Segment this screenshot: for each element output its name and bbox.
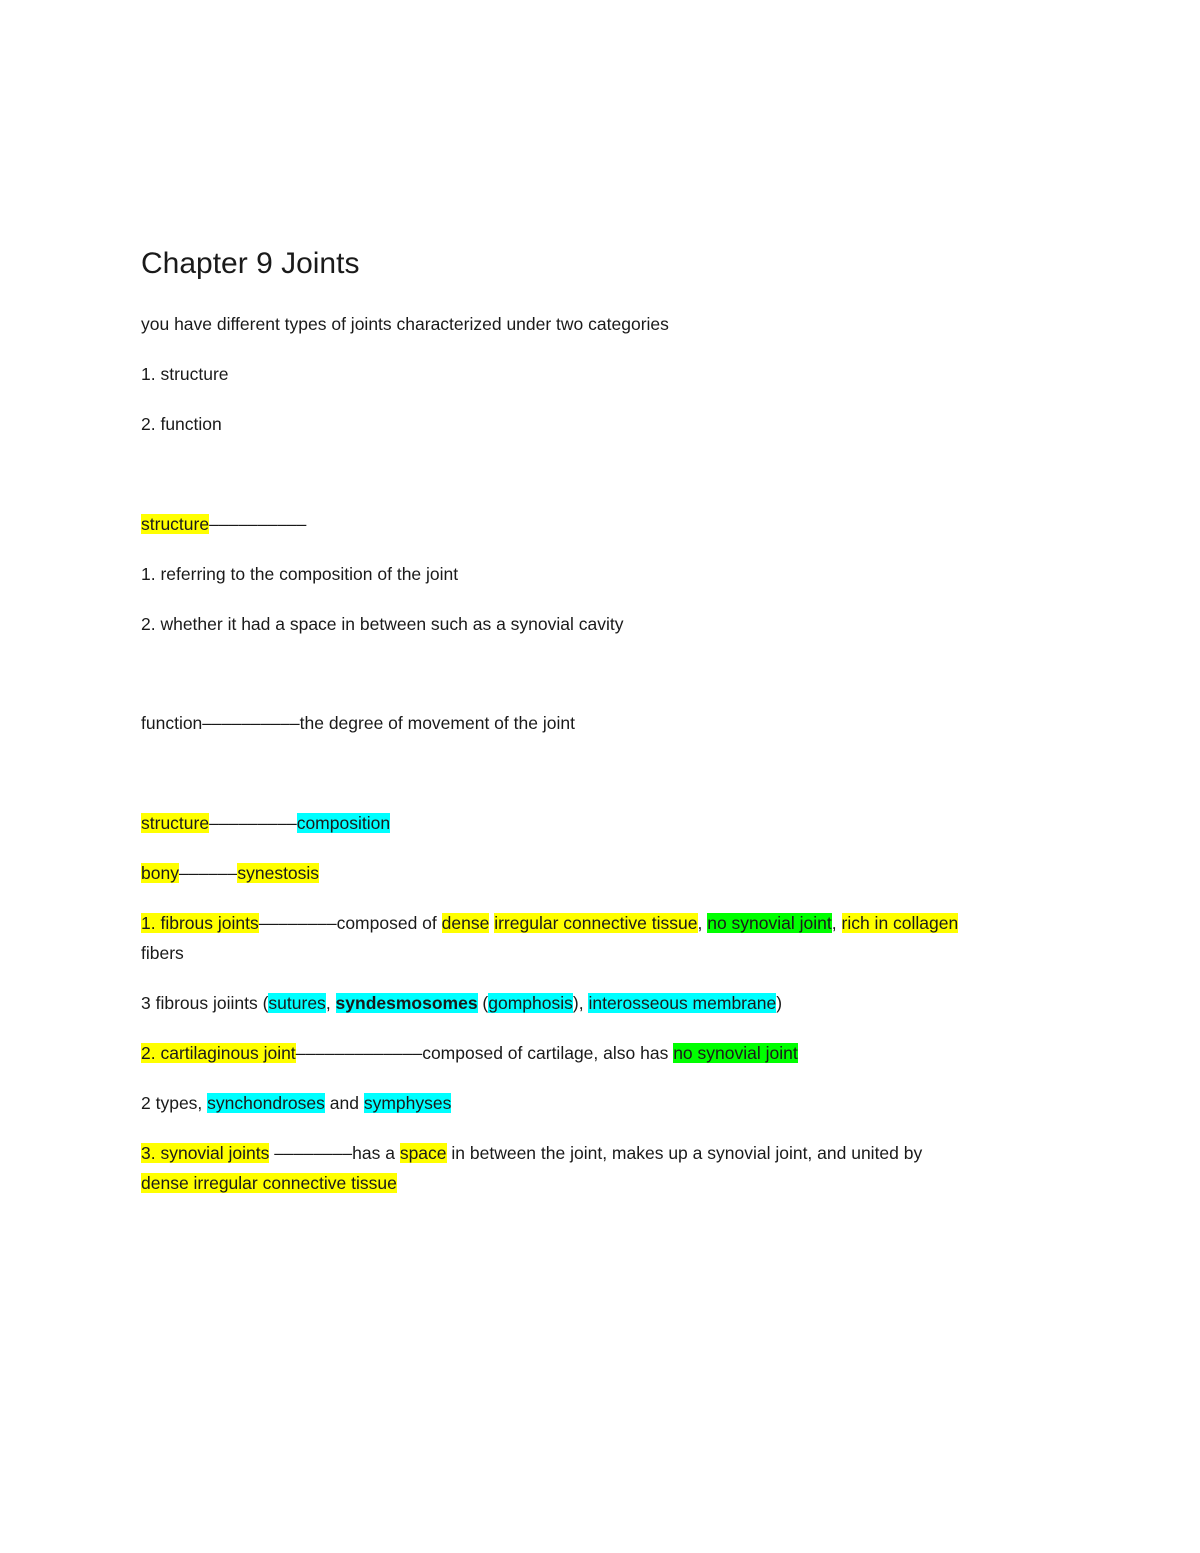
structure-point-1: 1. referring to the composition of the joint [141,564,459,584]
no-synovial-joint-term: no synovial joint [707,913,832,933]
synovial-text-1: has a [352,1143,400,1163]
cartilaginous-no-synovial-term: no synovial joint [673,1043,798,1063]
cartilaginous-types-text: 2 types, [141,1093,208,1113]
dense-term: dense [441,913,490,933]
fibrous-types-separator-3: ), [572,993,589,1013]
structure-point-2: 2. whether it had a space in between such as a synovial cavity [141,614,624,634]
structure-composition-dashes: ––––––––– [209,813,297,833]
cartilaginous-dashes: ––––––––––––– [295,1043,423,1063]
fibrous-types-text: 3 fibrous joiints ( [141,993,269,1013]
fibrous-types-line [141,988,782,1018]
cartilaginous-text: composed of cartilage, also has [422,1043,674,1063]
cartilaginous-label: 2. cartilaginous joint [141,1043,296,1063]
synovial-dashes: –––––––– [269,1143,353,1163]
fibrous-label: 1. fibrous joints [141,913,259,933]
space-term: space [399,1143,447,1163]
syndesmosomes-term: syndesmosomes [335,993,478,1013]
fibrous-types-separator-2: ( [477,993,489,1013]
page-title: Chapter 9 Joints [141,247,360,280]
cartilaginous-types-and: and [324,1093,364,1113]
symphyses-term: symphyses [363,1093,452,1113]
intro-text: you have different types of joints characterized under two categories [141,314,669,334]
bony-line [141,858,319,888]
fibrous-types-separator-1: , [325,993,336,1013]
function-line [141,708,575,738]
irregular-connective-tissue-term: irregular connective tissue [494,913,698,933]
structure-heading-label: structure [141,514,210,534]
cartilaginous-types-line [141,1088,451,1118]
structure-heading-dashes: –––––––––– [209,514,307,534]
interosseous-membrane-term: interosseous membrane [588,993,777,1013]
synchondroses-term: synchondroses [207,1093,325,1113]
fibrous-dashes: –––––––– [258,913,337,933]
synestosis-term: synestosis [237,863,320,883]
category-function: 2. function [141,414,222,434]
composition-term: composition [296,813,391,833]
fibrous-text: composed of [336,913,442,933]
synovial-continuation-line [141,1168,397,1198]
function-label: function [141,713,203,733]
structure-composition-label: structure [141,813,210,833]
fibrous-separator-2: , [831,913,842,933]
synovial-label: 3. synovial joints [141,1143,270,1163]
category-structure: 1. structure [141,364,229,384]
sutures-term: sutures [268,993,326,1013]
function-text: the degree of movement of the joint [299,713,575,733]
synovial-line [141,1138,922,1168]
structure-heading [141,509,306,539]
synovial-text-2: in between the joint, makes up a synovial joint, and united by [446,1143,923,1163]
bony-label: bony [141,863,179,883]
bony-dashes: –––––– [178,863,238,883]
fibrous-line [141,908,958,938]
cartilaginous-line [141,1038,798,1068]
fibrous-types-end: ) [776,993,783,1013]
fibrous-separator-1: , [697,913,708,933]
fibrous-continuation: fibers [141,943,184,963]
structure-composition-line [141,808,390,838]
synovial-continuation-term: dense irregular connective tissue [141,1173,397,1193]
gomphosis-term: gomphosis [488,993,573,1013]
rich-in-collagen-term: rich in collagen [841,913,959,933]
function-dashes: –––––––––– [202,713,300,733]
